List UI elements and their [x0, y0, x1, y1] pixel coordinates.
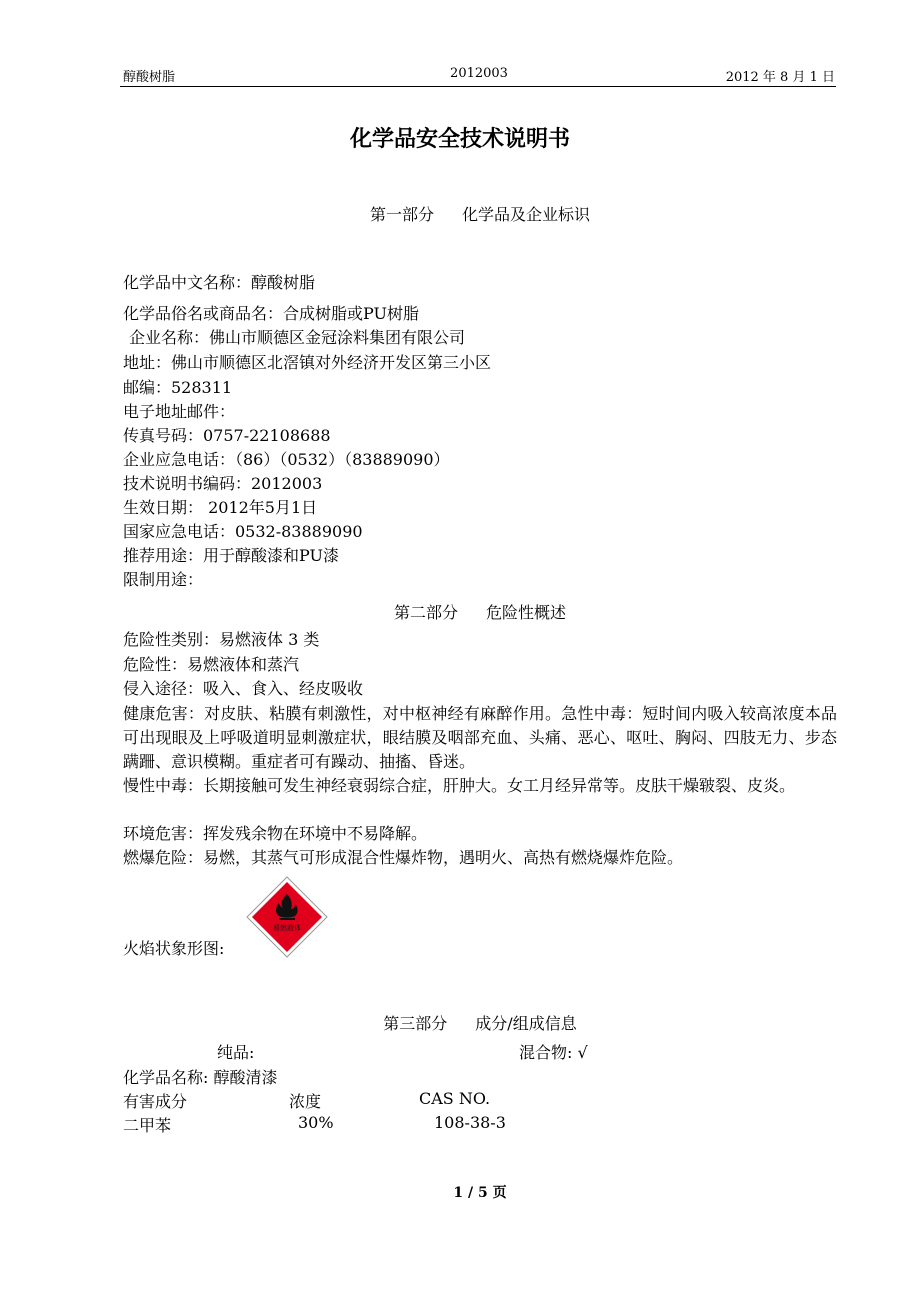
section-3-number: 第三部分 [383, 1014, 448, 1033]
flame-icon [246, 876, 328, 958]
component-name: 二甲苯 [123, 1116, 172, 1135]
page-count: 1 / 5 [453, 1185, 488, 1201]
section-1-heading [0, 202, 920, 225]
national-emergency-phone: 国家应急电话：0532-83889090 [123, 522, 363, 541]
header-divider [120, 86, 836, 87]
component-concentration: 30% [298, 1113, 334, 1132]
section-1-number: 第一部分 [369, 205, 434, 224]
pure-product-label: 纯品: [217, 1043, 255, 1062]
hazard-category: 危险性类别：易燃液体 3 类 [123, 630, 320, 649]
page-unit: 页 [492, 1185, 507, 1201]
page-header [123, 66, 835, 86]
email-address: 电子地址邮件： [123, 402, 236, 421]
health-hazard: 健康危害：对皮肤、粘膜有刺激性，对中枢神经有麻醉作用。急性中毒：短时间内吸入较高浓度本品可出现眼及上呼吸道明显刺激症状，眼结膜及咽部充血、头痛、恶心、呕吐、胸闷、四肢无力、步态蹒跚、意识模糊。重症者可有躁动、抽搐、昏迷。 [123, 704, 837, 771]
fire-explosion-hazard: 燃爆危险：易燃，其蒸气可形成混合性爆炸物，遇明火、高热有燃烧爆炸危险。 [123, 848, 684, 867]
chem-trade-name: 化学品俗名或商品名：合成树脂或PU树脂 [123, 304, 419, 323]
flammable-liquid-pictogram [246, 876, 328, 958]
company-address: 地址：佛山市顺德区北滘镇对外经济开发区第三小区 [123, 353, 492, 372]
section-2-number: 第二部分 [393, 603, 458, 622]
company-emergency-phone: 企业应急电话：（86）（0532）（83889090） [123, 450, 450, 469]
company-name: 企业名称：佛山市顺德区金冠涂料集团有限公司 [129, 328, 466, 347]
restricted-use: 限制用途： [123, 570, 204, 589]
sds-code: 技术说明书编码：2012003 [123, 474, 323, 493]
column-header-component: 有害成分 [123, 1092, 188, 1111]
pictogram-label: 火焰状象形图: [123, 939, 225, 958]
component-cas: 108-38-3 [434, 1113, 506, 1132]
column-header-concentration: 浓度 [289, 1092, 322, 1111]
product-name: 化学品名称: 醇酸清漆 [123, 1068, 278, 1087]
pictogram-text: 易燃液体 [273, 924, 301, 932]
section-3-heading [0, 1011, 920, 1034]
effective-date: 生效日期： 2012年5月1日 [123, 498, 318, 517]
chem-chinese-name: 化学品中文名称：醇酸树脂 [123, 273, 316, 292]
hazard-statement: 危险性：易燃液体和蒸汽 [123, 655, 300, 674]
page-number [0, 1182, 920, 1202]
header-doc-name: 醇酸树脂 [123, 70, 176, 85]
postal-code: 邮编：528311 [123, 378, 233, 397]
section-2-title: 危险性概述 [486, 603, 567, 622]
section-3-title: 成分/组成信息 [475, 1014, 577, 1033]
chronic-poisoning: 慢性中毒：长期接触可发生神经衰弱综合症，肝肿大。女工月经异常等。皮肤干燥皲裂、皮炎。 [123, 776, 796, 795]
column-header-cas: CAS NO. [419, 1089, 491, 1108]
section-2-heading [0, 600, 920, 623]
exposure-routes: 侵入途径：吸入、食入、经皮吸收 [123, 679, 364, 698]
environmental-hazard: 环境危害：挥发残余物在环境中不易降解。 [123, 824, 428, 843]
fax-number: 传真号码：0757-22108688 [123, 426, 331, 445]
header-doc-code: 2012003 [450, 66, 508, 81]
recommended-use: 推荐用途：用于醇酸漆和PU漆 [123, 546, 339, 565]
section-1-title: 化学品及企业标识 [462, 205, 591, 224]
mixture-label: 混合物: √ [519, 1043, 588, 1062]
document-title: 化学品安全技术说明书 [349, 126, 570, 152]
header-date: 2012 年 8 月 1 日 [725, 70, 835, 85]
